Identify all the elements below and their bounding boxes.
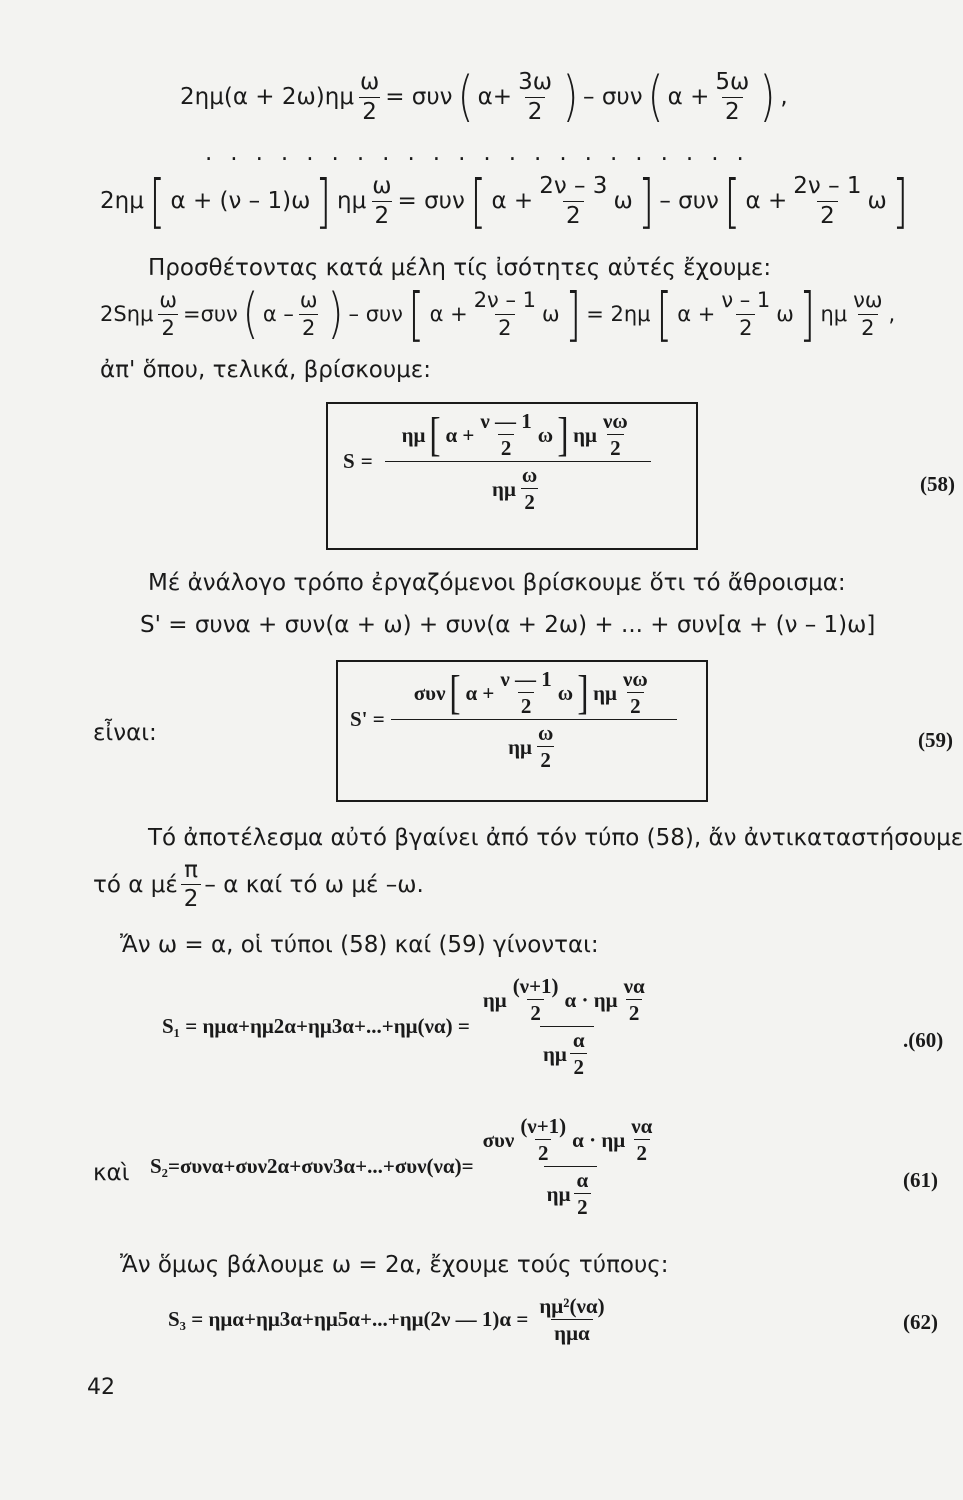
frac-den: 2 xyxy=(627,692,644,717)
frac-num: να xyxy=(631,1114,653,1138)
frac-den: 2 xyxy=(518,692,535,717)
frac-num: ω xyxy=(537,721,554,746)
frac-num: νω xyxy=(602,409,628,433)
equation-line-sprime: S' = συνα + συν(α + ω) + συν(α + 2ω) + ... + συν[α + (ν – 1)ω] xyxy=(140,612,876,638)
eq-text: α + (ν – 1)ω xyxy=(170,188,311,214)
paragraph-text: ἀπ' ὅπου, τελικά, βρίσκουμε: xyxy=(100,357,431,383)
frac-num: α xyxy=(576,1168,589,1193)
paragraph-text: Ἄν ω = α, οἱ τύποι (58) καί (59) γίνονται: xyxy=(120,932,599,958)
paragraph-text: Προσθέτοντας κατά μέλη τίς ἰσότητες αὐτές ἔχουμε: xyxy=(148,255,772,281)
frac-num: να xyxy=(623,974,645,998)
eq-text: , xyxy=(888,302,896,326)
eq-text: α + xyxy=(491,188,534,214)
page-number: 42 xyxy=(87,1375,115,1400)
frac-num: νω xyxy=(622,667,648,691)
eq-text: ημ xyxy=(593,680,617,705)
formula-60 xyxy=(162,975,657,1078)
eq-text: ημ xyxy=(401,422,426,447)
frac-num: ω xyxy=(359,69,380,96)
frac-den: 2 xyxy=(535,1139,552,1164)
frac-den: 2 xyxy=(817,201,838,228)
eq-text: ω xyxy=(613,188,633,214)
eq-text: ημ xyxy=(542,1041,567,1066)
frac-den: 2 xyxy=(527,999,544,1024)
eq-text: 2ημ xyxy=(100,188,144,214)
frac-den: 2 xyxy=(574,1193,591,1218)
eq-text: ω xyxy=(776,302,794,326)
frac-num: νω xyxy=(853,288,883,313)
equation-line-2: 2ημ [ α + (ν – 1)ω ] ημ $\frac{\omega}{2}$ = συν [ α + $\frac{2\nu - 3}{2}$ ω ] – συν [ α + $\frac{2\nu - 1}{2}$ ω ] xyxy=(100,167,909,235)
frac-den: 2 xyxy=(626,999,643,1024)
frac-den: 2 xyxy=(181,884,202,911)
frac-num: ω xyxy=(159,288,177,313)
eq-text: S xyxy=(343,449,355,474)
formula-58: S = ημ [ α + $\frac{\nu — 1}{2}$ ω ] ημ $\frac{\nu\omega}{2}$ ημ $\frac{\omega}{2}$ xyxy=(343,410,654,513)
frac-num: ημ²(να) xyxy=(539,1294,605,1318)
eq-text: α + xyxy=(667,84,710,110)
eq-text: S₃ = ημα+ημ3α+ημ5α+...+ημ(2ν — 1)α = xyxy=(168,1307,529,1332)
paragraph-text: Ἄν ὅμως βάλουμε ω = 2α, ἔχουμε τούς τύπους: xyxy=(120,1252,669,1278)
eq-text: ημ xyxy=(508,734,532,759)
eq-text: ω xyxy=(542,302,560,326)
formula-61 xyxy=(150,1115,664,1218)
eq-text: α – xyxy=(262,302,294,326)
eq-text: S₁ = ημα+ημ2α+ημ3α+...+ημ(να) = xyxy=(162,1014,470,1039)
frac-den: 2 xyxy=(570,1053,587,1078)
eq-text: α · ημ xyxy=(564,987,618,1012)
frac-num: 3ω xyxy=(518,69,552,96)
eq-text: ημ xyxy=(573,422,597,447)
paragraph-text: καὶ xyxy=(93,1160,130,1186)
eq-text: συν xyxy=(413,680,446,705)
frac-den: 2 xyxy=(858,314,877,339)
eq-text: – συν xyxy=(583,84,643,110)
frac-den: 2 xyxy=(525,97,546,124)
eq-text: ημ xyxy=(492,476,516,501)
eq-text: = xyxy=(360,449,373,474)
equation-number-58: (58) xyxy=(920,472,955,496)
paragraph-text: Μέ ἀνάλογο τρόπο ἐργαζόμενοι βρίσκουμε ὅτι τό ἄθροισμα: xyxy=(148,570,846,596)
eq-text: 2ημ(α + 2ω)ημ xyxy=(180,84,354,110)
eq-text: – συν xyxy=(348,302,403,326)
eq-text: ημ xyxy=(482,987,507,1012)
equation-number-60: .(60) xyxy=(903,1028,944,1052)
paragraph-text: εἶναι: xyxy=(93,720,157,746)
frac-den: 2 xyxy=(736,314,755,339)
frac-den: 2 xyxy=(521,488,538,513)
frac-num: π xyxy=(184,857,199,883)
eq-text: ω xyxy=(537,422,554,447)
frac-den: 2 xyxy=(372,201,393,228)
formula-59: S' = συν [ α + $\frac{\nu — 1}{2}$ ω ] ημ $\frac{\nu\omega}{2}$ ημ $\frac{\omega}{2}$ xyxy=(350,668,680,771)
frac-den: 2 xyxy=(158,314,177,339)
eq-text: α + xyxy=(465,680,495,705)
frac-den: 2 xyxy=(537,746,554,771)
eq-text: ημ xyxy=(546,1181,571,1206)
frac-den: 2 xyxy=(299,314,318,339)
eq-text: =συν xyxy=(182,302,238,326)
frac-num: ν — 1 xyxy=(500,667,552,691)
frac-den: 2 xyxy=(722,97,743,124)
equation-number-59: (59) xyxy=(918,728,953,752)
eq-text: – α καί τό ω μέ –ω. xyxy=(204,871,424,898)
frac-num: 2ν – 3 xyxy=(539,173,608,200)
eq-text: συν xyxy=(482,1127,515,1152)
eq-text: , xyxy=(780,84,788,110)
eq-text: = συν xyxy=(397,188,465,214)
frac-num: ν – 1 xyxy=(721,288,771,313)
eq-text: ημ xyxy=(820,302,848,326)
eq-text: 2Sημ xyxy=(100,302,154,326)
frac-num: (ν+1) xyxy=(520,1114,567,1138)
eq-text: α + xyxy=(429,302,468,326)
paragraph-text: Τό ἀποτέλεσμα αὐτό βγαίνει ἀπό τόν τύπο (58), ἄν ἀντικαταστήσουμε xyxy=(148,825,963,851)
eq-text: α+ xyxy=(477,84,513,110)
frac-num: ν — 1 xyxy=(480,409,532,433)
eq-text: = 2ημ xyxy=(586,302,651,326)
ellipsis-row: ...................... xyxy=(205,140,762,166)
equation-number-62: (62) xyxy=(903,1310,938,1334)
equation-number-61: (61) xyxy=(903,1168,938,1192)
equation-line-3: 2Sημ $\frac{\omega}{2}$ =συν ( α – $\frac{\omega}{2}$ ) – συν [ α + $\frac{2\nu - 1}{2}$ ω ] = 2ημ [ α + $\frac{\nu - 1}{2}$ ω ] ημ $\frac{\nu\omega}{2}$ , xyxy=(100,280,896,348)
frac-den: 2 xyxy=(359,97,380,124)
frac-den: 2 xyxy=(563,201,584,228)
frac-den: 2 xyxy=(498,434,515,459)
frac-num: α xyxy=(572,1028,585,1053)
frac-num: 2ν – 1 xyxy=(793,173,862,200)
eq-text: S' = xyxy=(350,707,385,732)
eq-text: S₂=συνα+συν2α+συν3α+...+συν(να)= xyxy=(150,1154,474,1179)
eq-text: α + xyxy=(445,422,475,447)
paragraph-text xyxy=(93,858,424,911)
eq-text: ημ xyxy=(337,188,367,214)
eq-text: α + xyxy=(677,302,716,326)
eq-text: = συν xyxy=(385,84,453,110)
frac-num: ω xyxy=(372,173,392,200)
eq-text: – συν xyxy=(659,188,719,214)
frac-num: ω xyxy=(521,463,538,488)
frac-den: 2 xyxy=(634,1139,651,1164)
eq-text: α · ημ xyxy=(572,1127,626,1152)
equation-line-1: 2ημ(α + 2ω)ημ $\frac{\omega}{2}$ = συν ( α+ $\frac{3\omega}{2}$ ) – συν ( α + $\frac{5\omega}{2}$ ) , xyxy=(180,65,788,128)
frac-den: 2 xyxy=(607,434,624,459)
frac-num: (ν+1) xyxy=(512,974,559,998)
frac-den: 2 xyxy=(495,314,514,339)
eq-text: ω xyxy=(557,680,574,705)
eq-text: α + xyxy=(745,188,788,214)
eq-text: ω xyxy=(867,188,887,214)
frac-num: 5ω xyxy=(715,69,750,96)
eq-text: τό α μέ xyxy=(93,871,178,898)
formula-62 xyxy=(168,1295,611,1344)
frac-den: ημα xyxy=(551,1319,593,1344)
frac-num: ω xyxy=(299,288,318,313)
frac-num: 2ν – 1 xyxy=(473,288,536,313)
